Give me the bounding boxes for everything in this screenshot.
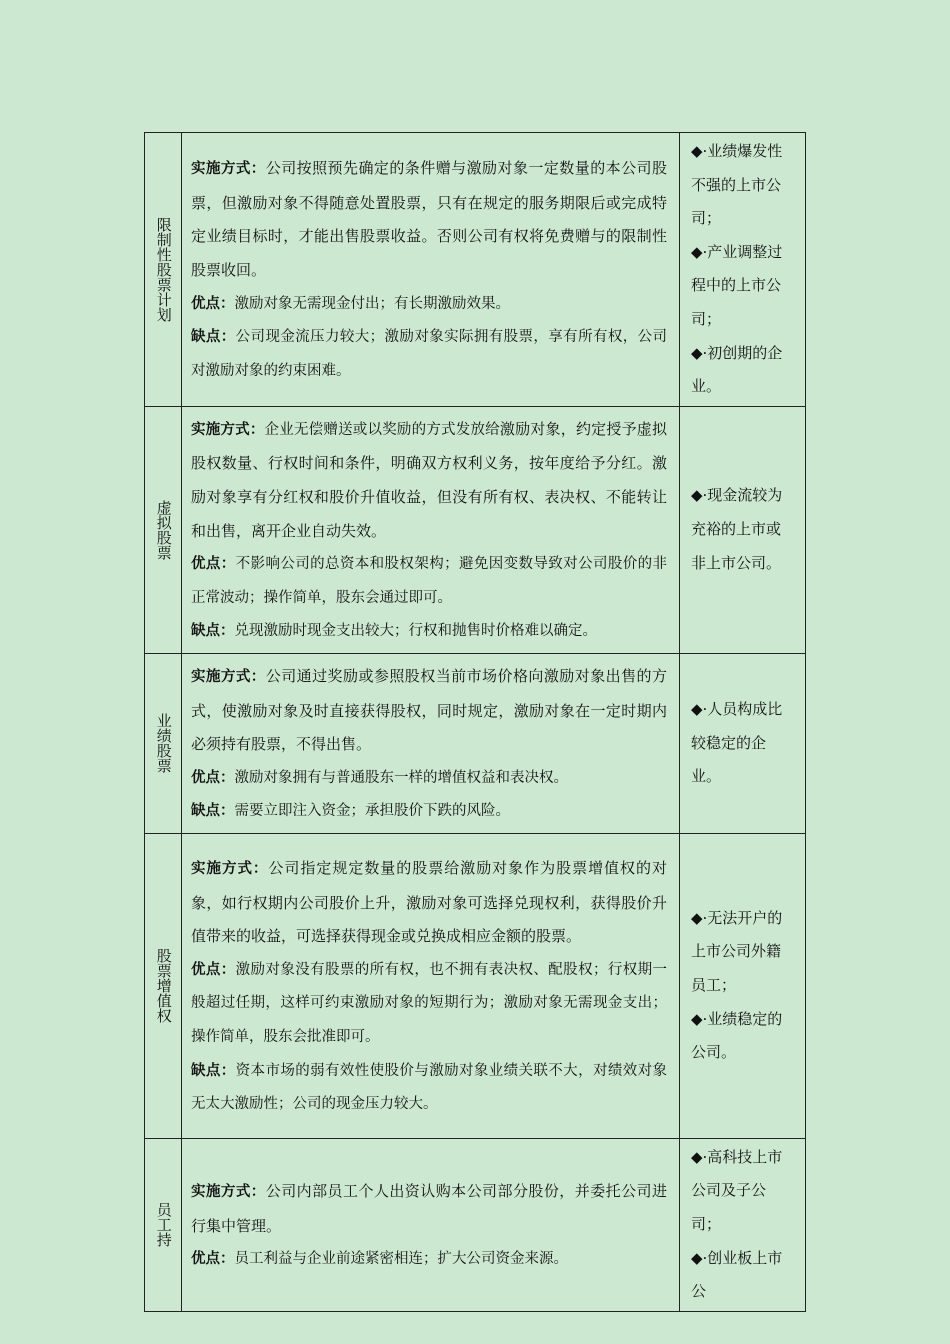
plan-name-cell: 业绩股票 [145, 653, 182, 833]
plan-description-cell: 实施方式：公司按照预先确定的条件赠与激励对象一定数量的本公司股票，但激励对象不得随意处置股票，只有在规定的服务期限后或完成特定业绩目标时，才能出售股票收益。否则公司有权将免费赠与的限制性股票收回。 优点：激励对象无需现金付出；有长期激励效果。 缺点：公司现金流压力较大；激励对象实际拥有股票，享有所有权，公司对激励对象的约束困难。 [182, 133, 680, 407]
table-row [145, 1138, 806, 1311]
plan-description-cell: 实施方式：公司通过奖励或参照股权当前市场价格向激励对象出售的方式，使激励对象及时直接获得股权，同时规定，激励对象在一定时期内必须持有股票，不得出售。 优点：激励对象拥有与普通股东一样的增值权益和表决权。 缺点：需要立即注入资金；承担股价下跌的风险。 [182, 653, 680, 833]
plan-name-cell: 虚拟股票 [145, 406, 182, 653]
table-row [145, 133, 806, 407]
equity-incentive-table [144, 132, 806, 1312]
table-row [145, 833, 806, 1138]
applicable-scope-cell: ◆·无法开户的上市公司外籍员工； ◆·业绩稳定的公司。 [680, 833, 806, 1138]
table-row [145, 653, 806, 833]
plan-name-cell: 限制性股票计划 [145, 133, 182, 407]
table-row [145, 406, 806, 653]
applicable-scope-cell: ◆·现金流较为充裕的上市或非上市公司。 [680, 406, 806, 653]
plan-name-cell: 股票增值权 [145, 833, 182, 1138]
plan-description-cell: 实施方式：企业无偿赠送或以奖励的方式发放给激励对象，约定授予虚拟股权数量、行权时间和条件，明确双方权利义务，按年度给予分红。激励对象享有分红权和股价升值收益，但没有所有权、表决权、不能转让和出售，离开企业自动失效。 优点：不影响公司的总资本和股权架构；避免因变数导致对公司股价的非正常波动；操作简单，股东会通过即可。 缺点：兑现激励时现金支出较大；行权和抛售时价格难以确定。 [182, 406, 680, 653]
applicable-scope-cell: ◆·高科技上市公司及子公司； ◆·创业板上市公 [680, 1138, 806, 1311]
plan-description-cell: 实施方式：公司内部员工个人出资认购本公司部分股份，并委托公司进行集中管理。 优点：员工利益与企业前途紧密相连；扩大公司资金来源。 [182, 1138, 680, 1311]
applicable-scope-cell: ◆·人员构成比较稳定的企业。 [680, 653, 806, 833]
plan-description-cell: 实施方式：公司指定规定数量的股票给激励对象作为股票增值权的对象，如行权期内公司股价上升，激励对象可选择兑现权利，获得股价升值带来的收益，可选择获得现金或兑换成相应金额的股票。 优点：激励对象没有股票的所有权，也不拥有表决权、配股权；行权期一般超过任期，这样可约束激励对象的短期行为；激励对象无需现金支出；操作简单，股东会批准即可。 缺点：资本市场的弱有效性使股价与激励对象业绩关联不大，对绩效对象无太大激励性；公司的现金压力较大。 [182, 833, 680, 1138]
plan-name-cell: 员工持 [145, 1138, 182, 1311]
applicable-scope-cell: ◆·业绩爆发性不强的上市公司； ◆·产业调整过程中的上市公司； ◆·初创期的企业。 [680, 133, 806, 407]
